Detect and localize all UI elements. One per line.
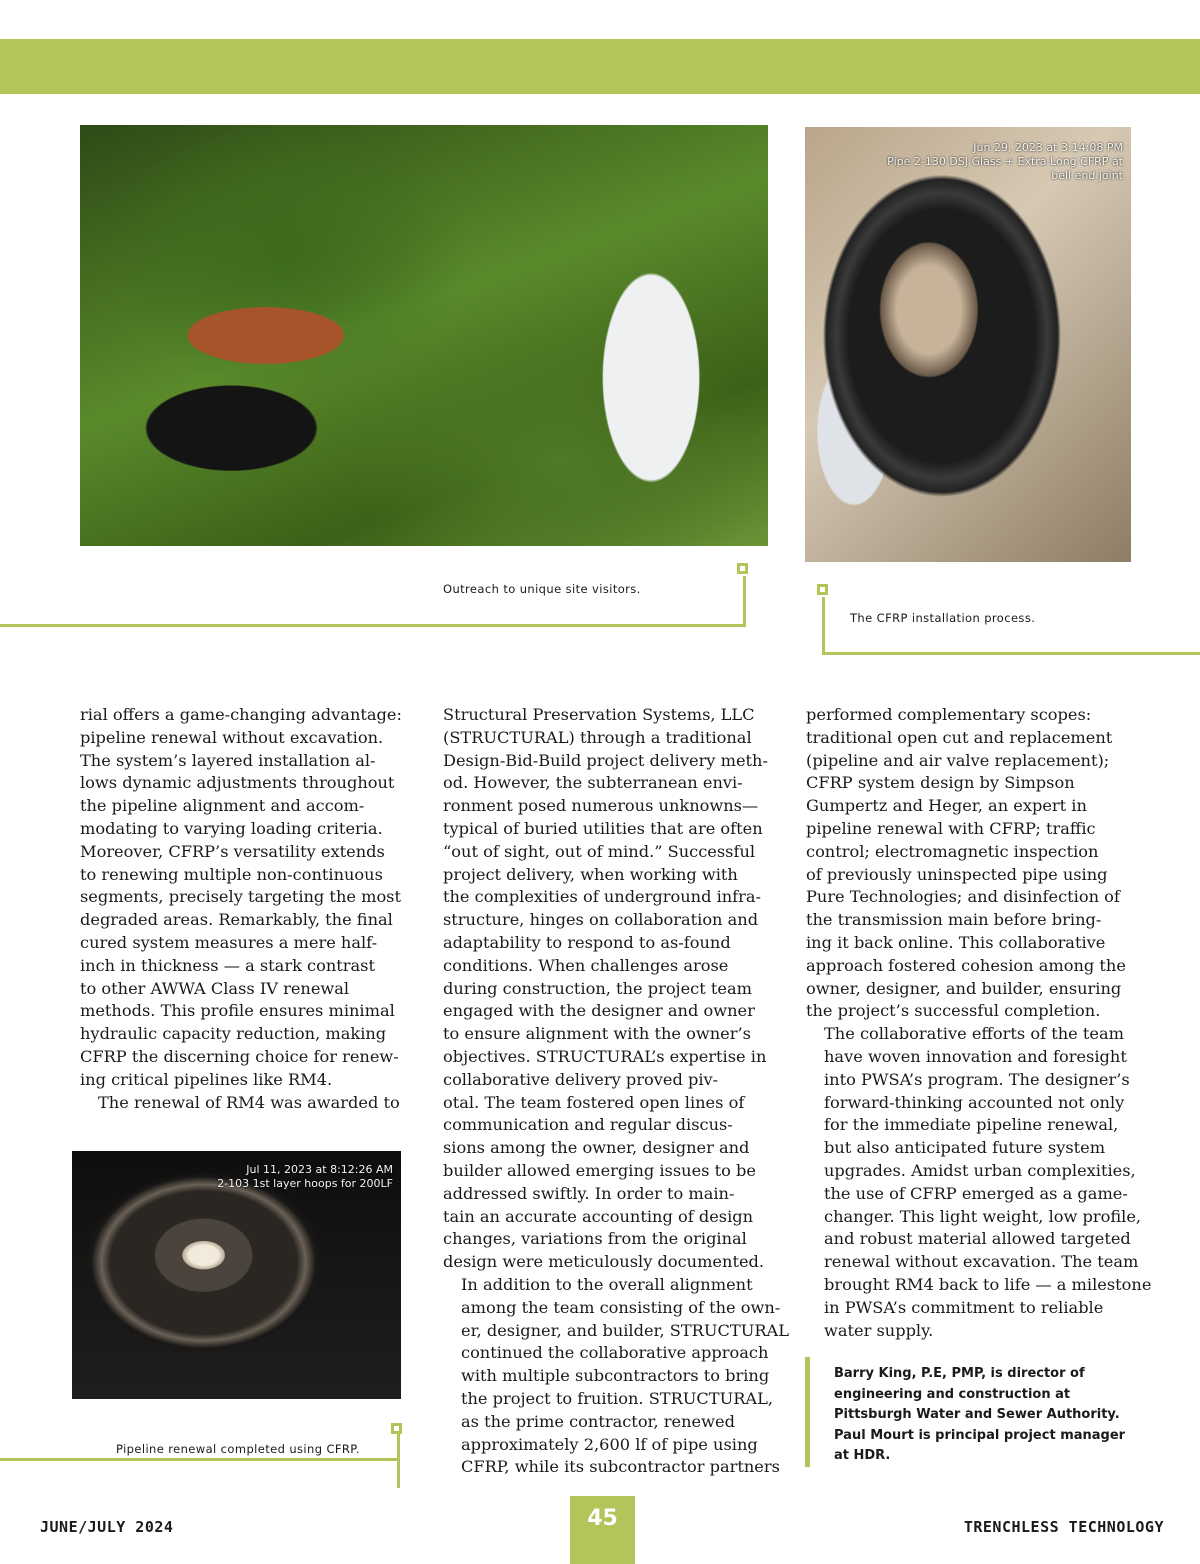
goats-photo (80, 125, 768, 546)
article-column-3 (806, 704, 1151, 1342)
article-column-2 (443, 704, 789, 1479)
caption-bracket-line (822, 597, 825, 655)
cfrp-photo-caption: The CFRP installation process. (850, 611, 1036, 625)
caption-bracket-marker (737, 563, 748, 574)
caption-bracket-marker (817, 584, 828, 595)
photo-timestamp: Jun 29, 2023 at 3:14:08 PM Pipe 2-130 DSJ Glass + Extra Long CFRP at bell end joint (887, 141, 1123, 182)
paragraph: Structural Preservation Systems, LLC (STRUCTURAL) through a traditional Design-Bid-Build project delivery meth- od. However, the subterranean envi- ronment posed numerous unknowns— typical of buried utilities that are often “out of sight, out of mind.” Successful project delivery, when working with the complexities of underground infra- structure, hinges on collaboration and adaptability to respond to as-found conditions. When challenges arose during construction, the project team engaged with the designer and owner to ensure alignment with the owner’s objectives. STRUCTURAL’s expertise in collaborative delivery proved piv- otal. The team fostered open lines of communication and regular discus- sions among the owner, designer and builder allowed emerging issues to be addressed swiftly. In order to main- tain an accurate accounting of design changes, variations from the original design were meticulously documented. (443, 705, 768, 1272)
magazine-name: TRENCHLESS TECHNOLOGY (963, 1518, 1164, 1536)
article-column-1 (80, 704, 410, 1114)
paragraph: The collaborative efforts of the team have woven innovation and foresight into PWSA’s program. The designer’s forward-thinking accounted not only for the immediate pipeline renewal, but also anticipated future system upgrades. Amidst urban complexities, the use of CFRP emerged as a game- changer. This light weight, low profile, and robust material allowed targeted renewal without excavation. The team brought RM4 back to life — a milestone in PWSA’s commitment to reliable water supply. (824, 1024, 1152, 1340)
header-band (0, 39, 1200, 94)
caption-bracket-line (822, 652, 1200, 655)
cfrp-install-photo (805, 127, 1131, 562)
pipeline-tunnel-photo (72, 1151, 401, 1399)
tunnel-photo-caption: Pipeline renewal completed using CFRP. (116, 1442, 360, 1456)
paragraph: performed complementary scopes: traditional open cut and replacement (pipeline and air valve replacement); CFRP system design by Simpson Gumpertz and Heger, an expert in pipeline renewal with CFRP; traffic control; electromagnetic inspection of previously uninspected pipe using Pure Technologies; and disinfection of the transmission main before bring- ing it back online. This collaborative approach fostered cohesion among the owner, designer, and builder, ensuring the project’s successful completion. (806, 705, 1126, 1021)
caption-bracket-line (0, 1458, 400, 1461)
paragraph: The renewal of RM4 was awarded to (98, 1092, 400, 1112)
paragraph: In addition to the overall alignment among the team consisting of the own- er, designer, and builder, STRUCTURAL continued the collaborative approach with multiple subcontractors to bring the project to fruition. STRUCTURAL, as the prime contractor, renewed approximately 2,600 lf of pipe using CFRP, while its subcontractor partners (461, 1274, 789, 1477)
bio-accent-bar (805, 1357, 810, 1467)
caption-bracket-line (397, 1434, 400, 1488)
photo-timestamp: Jul 11, 2023 at 8:12:26 AM 2-103 1st layer hoops for 200LF (217, 1163, 393, 1190)
paragraph: rial offers a game-changing advantage: pipeline renewal without excavation. The system’s layered installation al- lows dynamic adjustments throughout the pipeline alignment and accom- modating to varying loading criteria. Moreover, CFRP’s versatility extends to renewing multiple non-continuous segments, precisely targeting the most degraded areas. Remarkably, the final cured system measures a mere half- inch in thickness — a stark contrast to other AWWA Class IV renewal methods. This profile ensures minimal hydraulic capacity reduction, making CFRP the discerning choice for renew- ing critical pipelines like RM4. (80, 705, 402, 1089)
issue-date: JUNE/JULY 2024 (40, 1518, 174, 1536)
author-bio: Barry King, P.E, PMP, is director of engineering and construction at Pittsburgh Water and Sewer Authority. Paul Mourt is principal project manager at HDR. (834, 1366, 1126, 1463)
caption-bracket-line (0, 624, 746, 627)
caption-bracket-marker (391, 1423, 402, 1434)
page-number-box (570, 1496, 635, 1564)
caption-bracket-line (743, 576, 746, 627)
page-number: 45 (587, 1506, 618, 1531)
goats-photo-caption: Outreach to unique site visitors. (443, 582, 641, 596)
